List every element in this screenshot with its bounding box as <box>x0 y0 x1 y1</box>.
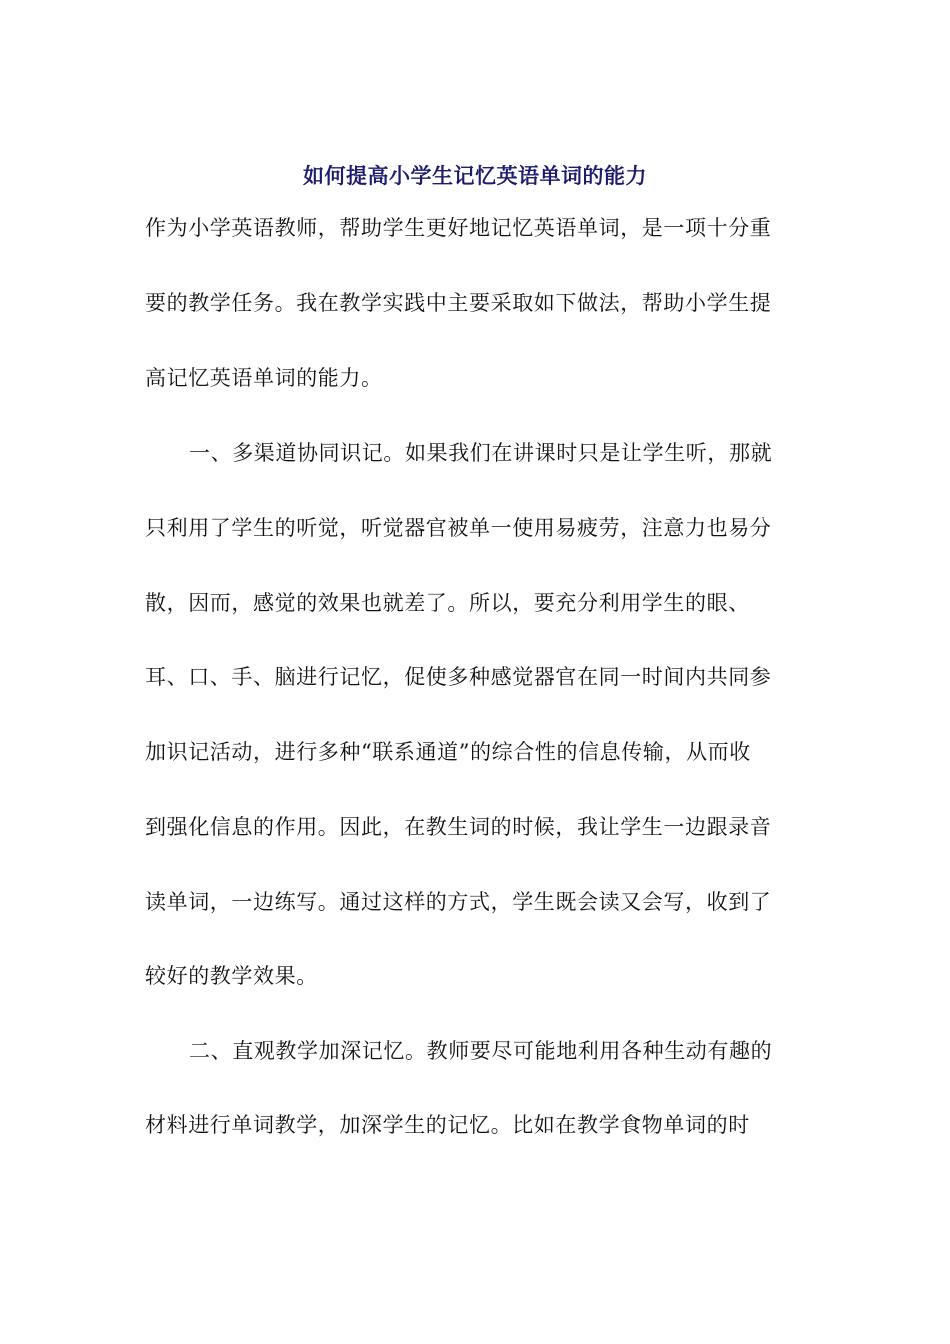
paragraph-line: 一、多渠道协同识记。如果我们在讲课时只是让学生听，那就 <box>189 441 773 465</box>
paragraph-line: 高记忆英语单词的能力。 <box>145 366 383 390</box>
paragraph-line: 耳、口、手、脑进行记忆，促使多种感觉器官在同一时间内共同参 <box>145 665 772 689</box>
paragraph-line: 只利用了学生的听觉，听觉器官被单一使用易疲劳，注意力也易分 <box>145 516 772 540</box>
paragraph-line: 加识记活动，进行多种“联系通道”的综合性的信息传输，从而收 <box>145 740 751 764</box>
paragraph-line: 二、直观教学加深记忆。教师要尽可能地利用各种生动有趣的 <box>189 1039 773 1063</box>
paragraph-line: 到强化信息的作用。因此，在教生词的时候，我让学生一边跟录音 <box>145 815 772 839</box>
paragraph-line: 材料进行单词教学，加深学生的记忆。比如在教学食物单词的时 <box>145 1113 750 1137</box>
paragraph-line: 作为小学英语教师，帮助学生更好地记忆英语单词，是一项十分重 <box>145 216 772 240</box>
paragraph-line: 要的教学任务。我在教学实践中主要采取如下做法，帮助小学生提 <box>145 291 772 315</box>
paragraph-line: 散，因而，感觉的效果也就差了。所以，要充分利用学生的眼、 <box>145 591 750 615</box>
paragraph-line: 较好的教学效果。 <box>145 964 318 988</box>
paragraph-line: 读单词，一边练写。通过这样的方式，学生既会读又会写，收到了 <box>145 890 772 914</box>
document-title: 如何提高小学生记忆英语单词的能力 <box>303 163 647 188</box>
